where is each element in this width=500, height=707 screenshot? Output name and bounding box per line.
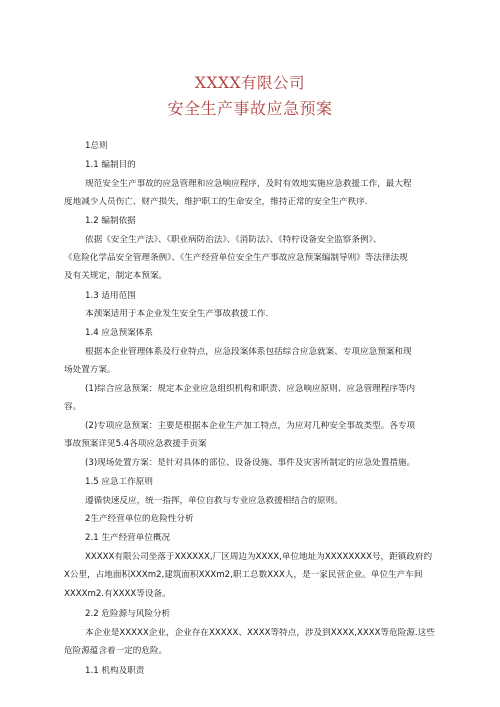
body-line: 场处置方案。 <box>64 365 116 375</box>
body-line: 及有关规定，制定本预案。 <box>64 271 168 281</box>
body-line: XXXXX有限公司坐落于XXXXXX,厂区周边为XXXX,单位地址为XXXXXXXX号，距镇政府约 <box>85 552 433 562</box>
heading-general: 1总则 <box>85 141 108 151</box>
heading-1-5: 1.5 应急工作原则 <box>85 477 153 487</box>
body-line: 遵循快速反应，统一指挥，单位自救与专业应急救援相结合的原则。 <box>85 496 343 506</box>
heading-1-3: 1.3 适用范围 <box>85 291 136 301</box>
body-line: 根据本企业管理体系及行业特点，应急段案体系包括综合应急就案、专项应急预案和现 <box>85 347 412 357</box>
body-line: (1)综合应急预案：规定本企业应急组织机构和职责、应急响应原则、应急管理程序等内 <box>85 384 416 394</box>
body-line: 危险源蕴含着一定的危险。 <box>64 646 168 656</box>
heading-1-4: 1.4 应急预案体系 <box>85 328 153 338</box>
body-line: 本企业是XXXXX企业，企业存在XXXXX、XXXX等特点，涉及到XXXX,XXXX等危险源.这些 <box>85 628 435 638</box>
body-line: 依据《安全生产法》、《职业病防治法》、《消防法》、《特柠设备安全监察条例》、 <box>85 235 382 245</box>
heading-institution: 1.1 机构及职责 <box>85 666 145 676</box>
body-line: X公里，占地面积XXXm2,建筑面积XXXm2,职工总数XXX人，是一家民营企业。单位生产车间 <box>64 570 423 580</box>
heading-2-1: 2.1 生产经营单位概况 <box>85 533 171 543</box>
heading-section-2: 2生产经营单位的危险性分析 <box>85 514 194 524</box>
heading-1-2: 1.2 编制依据 <box>85 216 136 226</box>
document-subtitle: 安全生产事故应急预案 <box>167 99 333 118</box>
company-title: XXXX有限公司 <box>194 74 306 92</box>
body-line: (2)专项应急预案：主要是根据本企业生产加工特点，为应对几种安全事故类型。各专项 <box>85 421 416 431</box>
body-line: 本颈案适用于本企业发生安全生产事故救援工作. <box>85 309 269 319</box>
body-line: 容。 <box>64 402 82 412</box>
heading-2-2: 2.2 危险源与风险分析 <box>85 609 171 619</box>
body-line: 度地减少人员伤亡、财产损失，维护职工的生命安全，维持正常的安全生产秩序. <box>64 197 368 207</box>
heading-1-1: 1.1 编制目的 <box>85 160 136 170</box>
body-line: 《危险化学品安全管理条例》、《生产经营单位安全生产事故应急预案编制导则》等法律法规 <box>64 253 408 263</box>
body-line: 事故预案详见5.4各项应急救援手贡案 <box>64 439 207 449</box>
body-line: XXXXm2.有XXXX等设备。 <box>64 589 171 599</box>
body-line: 规范安全生产事故的应急管理和应急响应程序，及时有效地实施应急救援工作，最大程 <box>85 179 412 189</box>
body-line: (3)现场处置方案：是针对具体的部位、设备设施、事件及灾害所制定的应急处置措施。 <box>85 458 416 468</box>
